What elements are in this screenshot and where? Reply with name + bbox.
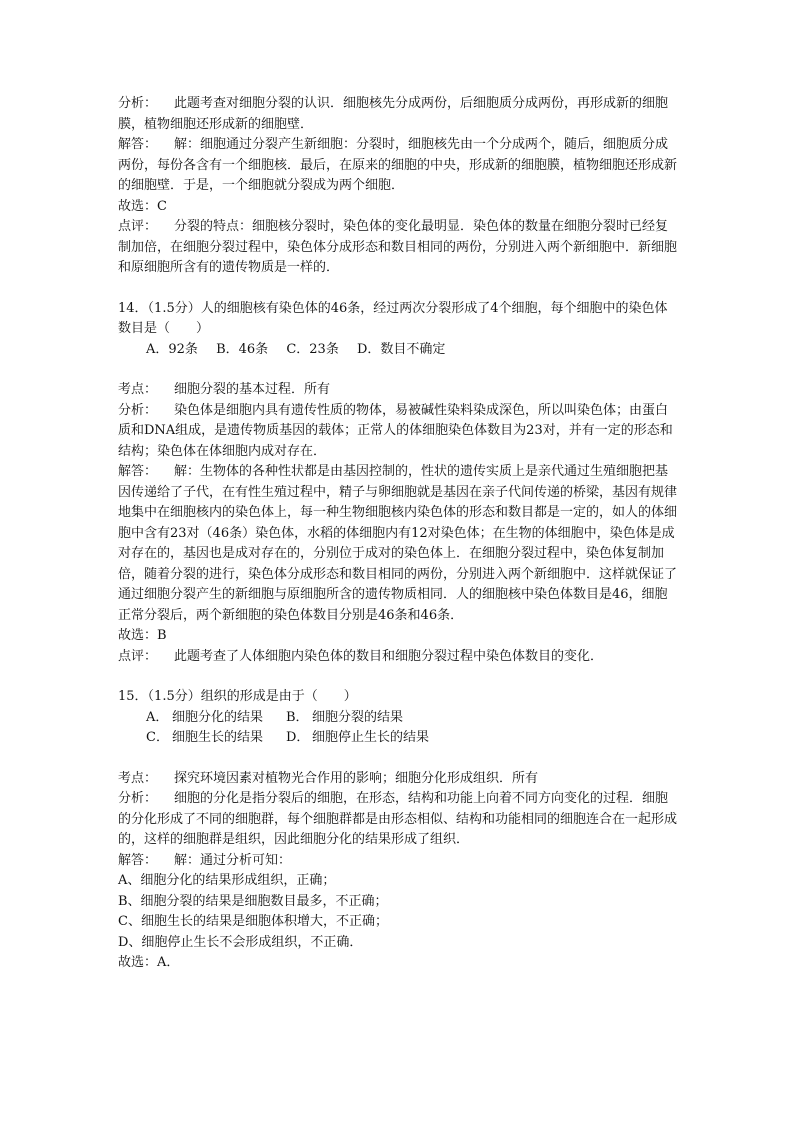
option-key: C．	[146, 730, 169, 745]
analysis-text: 此题考查对细胞分裂的认识．细胞核先分成两份，后细胞质分成两份，再形成新的细胞膜，植物细胞还形成新的细胞壁．	[118, 96, 669, 132]
spacer	[118, 279, 680, 299]
option-c	[286, 340, 339, 361]
analysis-paragraph	[118, 401, 680, 463]
option-text: 23条	[309, 341, 339, 357]
topic-text: 细胞分裂的基本过程．所有	[174, 382, 331, 397]
option-key: B．	[286, 709, 309, 725]
question-stem: 15．（1.5分）组织的形成是由于（ ）	[118, 689, 357, 704]
option-b	[216, 340, 268, 361]
comment-paragraph	[118, 647, 680, 668]
option-text: 细胞生长的结果	[172, 730, 264, 745]
option-d	[357, 340, 445, 361]
spacer	[118, 667, 680, 687]
solution-line-d: D、细胞停止生长不会形成组织，不正确．	[118, 934, 363, 950]
option-key: D．	[356, 341, 381, 357]
option-b	[286, 708, 426, 729]
solution-paragraph	[118, 135, 680, 197]
topic-paragraph	[118, 380, 680, 401]
question-14	[118, 299, 680, 668]
option-text: 细胞停止生长的结果	[312, 730, 430, 745]
solution-label: 解答：	[118, 852, 158, 868]
spacer	[118, 749, 680, 769]
topic-paragraph	[118, 769, 680, 790]
option-text: 细胞分化的结果	[172, 709, 264, 725]
option-d	[286, 728, 430, 749]
solution-line-c: C、细胞生长的结果是细胞体积增大，不正确；	[118, 914, 388, 929]
option-a	[146, 340, 198, 361]
solution-label: 解答：	[118, 464, 158, 479]
question-13-analysis	[118, 94, 680, 279]
analysis-text: 细胞的分化是指分裂后的细胞，在形态，结构和功能上向着不同方向变化的过程．细胞的分化形成了不同的细胞群，每个细胞群都是由形态相似、结构和功能相同的细胞连合在一起形成的，这样的细胞群是组织，因此细胞分化的结果形成了组织．	[118, 791, 678, 847]
solution-label: 解答：	[118, 137, 158, 152]
option-c	[146, 728, 286, 749]
analysis-text: 染色体是细胞内具有遗传性质的物体，易被碱性染料染成深色，所以叫染色体；由蛋白质和DNA组成，是遗传物质基因的载体；正常人的体细胞染色体数目为23对，并有一定的形态和结构；染色体在体细胞内成对存在．	[118, 402, 673, 459]
comment-label: 点评：	[118, 219, 158, 234]
question-15	[118, 687, 680, 974]
analysis-label: 分析：	[118, 402, 158, 418]
solution-line-b: B、细胞分裂的结果是细胞数目最多，不正确；	[118, 893, 388, 909]
solution-text: 解：细胞通过分裂产生新细胞：分裂时，细胞核先由一个分成两个，随后，细胞质分成两份，每份各含有一个细胞核．最后，在原来的细胞的中央，形成新的细胞膜，植物细胞还形成新的细胞壁．于是，一个细胞就分裂成为两个细胞．	[118, 137, 678, 193]
solution-intro: 解：通过分析可知：	[174, 852, 292, 868]
option-text: 92条	[168, 341, 198, 357]
option-key: D．	[286, 730, 310, 745]
options-row	[118, 708, 680, 729]
spacer	[118, 360, 680, 380]
option-key: C．	[286, 341, 310, 357]
answer-line: 故选：B	[118, 628, 167, 643]
comment-label: 点评：	[118, 648, 158, 664]
question-stem: 14．（1.5分）人的细胞核有染色体的46条，经过两次分裂形成了4个细胞，每个细胞中的染色体数目是（ ）	[118, 300, 668, 336]
option-a	[146, 708, 286, 729]
answer-line: 故选：C	[118, 198, 167, 214]
solution-text: 解：生物体的各种性状都是由基因控制的，性状的遗传实质上是亲代通过生殖细胞把基因传递给了子代，在有性生殖过程中，精子与卵细胞就是基因在亲子代间传递的桥梁，基因有规律地集中在细胞核内的染色体上，每一种生物细胞核内染色体的形态和数目都是一定的，如人的体细胞中含有23对（46条）染色体，水稻的体细胞内有12对染色体；在生物的体细胞中，染色体是成对存在的，基因也是成对存在的，分别位于成对的染色体上．在细胞分裂过程中，染色体复制加倍，随着分裂的进行，染色体分成形态和数目相同的两份，分别进入两个新细胞中．这样就保证了通过细胞分裂产生的新细胞与原细胞所含的遗传物质相同．人的细胞核中染色体数目是46，细胞正常分裂后，两个新细胞的染色体数目分别是46条和46条．	[118, 464, 678, 623]
analysis-label: 分析：	[118, 96, 158, 111]
options-row	[118, 728, 680, 749]
solution-paragraph	[118, 462, 680, 626]
option-text: 46条	[238, 341, 269, 357]
solution-line-a: A、细胞分化的结果形成组织，正确；	[118, 873, 336, 888]
option-key: B．	[216, 341, 239, 357]
solution-paragraph	[118, 851, 680, 872]
analysis-paragraph	[118, 789, 680, 851]
topic-label: 考点：	[118, 770, 158, 786]
topic-label: 考点：	[118, 382, 158, 397]
topic-text: 探究环境因素对植物光合作用的影响；细胞分化形成组织．所有	[174, 770, 539, 786]
option-text: 细胞分裂的结果	[312, 709, 404, 725]
analysis-label: 分析：	[118, 791, 158, 806]
option-key: A．	[146, 341, 169, 357]
option-text: 数目不确定	[380, 341, 446, 357]
comment-text: 分裂的特点：细胞核分裂时，染色体的变化最明显．染色体的数量在细胞分裂时已经复制加倍，在细胞分裂过程中，染色体分成形态和数目相同的两份，分别进入两个新细胞中．新细胞和原细胞所含有的遗传物质是一样的．	[118, 219, 678, 275]
comment-paragraph	[118, 217, 680, 279]
page-content	[118, 94, 680, 974]
comment-text: 此题考查了人体细胞内染色体的数目和细胞分裂过程中染色体数目的变化．	[174, 648, 604, 664]
analysis-paragraph	[118, 94, 680, 135]
option-key: A．	[146, 709, 169, 725]
options-row	[118, 340, 680, 361]
answer-line: 故选：A．	[118, 955, 180, 970]
